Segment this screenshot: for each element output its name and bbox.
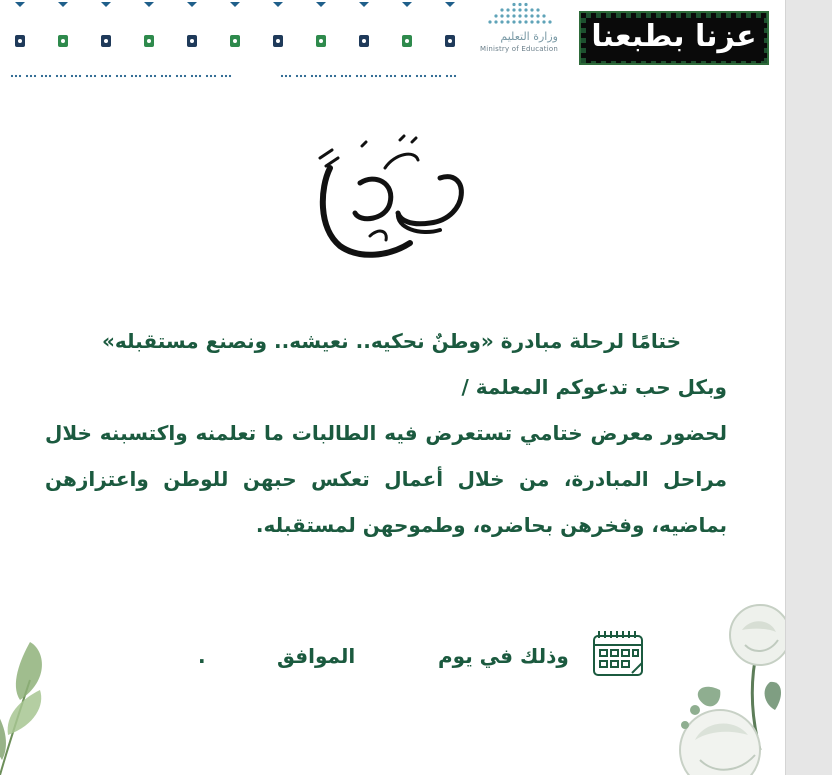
pattern-dot [101,75,103,77]
logo-check [751,61,756,65]
pattern-dot [409,75,411,77]
pattern-dot [431,75,433,77]
logo-check [691,61,696,65]
logo-check [581,58,586,63]
pattern-dot [285,75,287,77]
date-label: الموافق [277,644,356,668]
leaf-decoration [0,640,60,775]
pattern-dot [71,75,73,77]
pattern-dot [30,75,32,77]
header-pattern [0,0,470,90]
pattern-dot [210,75,212,77]
pattern-dot [416,75,418,77]
pattern-dot [349,75,351,77]
pattern-dot [120,75,122,77]
pattern-dot [446,75,448,77]
logo-check [671,61,676,65]
pattern-dot [180,75,182,77]
pattern-dot [390,75,392,77]
pattern-badge-dot [233,39,237,43]
pattern-dot [124,75,126,77]
pattern-dot [356,75,358,77]
slogan-text: عزنا بطبعنا [591,19,757,54]
pattern-dot [150,75,152,77]
logo-check [731,61,736,65]
invitation-calligraphy-heading [300,128,480,268]
pattern-dot [161,75,163,77]
pattern-triangle [101,2,111,7]
pattern-dot [289,75,291,77]
invitation-line-1: ختامًا لرحلة مبادرة «وطنٌ نحكيه.. نعيشه.. ونصنع مستقبله» [101,329,681,353]
logo-check [661,61,666,65]
invitation-line-2: وبكل حب تدعوكم المعلمة / [461,375,727,399]
pattern-dot [79,75,81,77]
ministry-dots-icon [480,2,558,26]
pattern-dot [146,75,148,77]
pattern-dot [169,75,171,77]
vertical-scrollbar[interactable] [785,0,832,775]
ministry-name-ar: وزارة التعليم [500,30,558,43]
invitation-paragraph: لحضور معرض ختامي تستعرض فيه الطالبات ما تعلمنه واكتسبنه خلال مراحل المبادرة، من خلال أعمال تعكس حبهن للوطن واعتزازهن بماضيه، وفخرهن بحاضره، وطموحهن لمستقبله. [45,421,727,537]
pattern-dot [435,75,437,77]
logo-check [611,61,616,65]
pattern-dot [184,75,186,77]
pattern-dot [49,75,51,77]
pattern-dot [94,75,96,77]
pattern-dot [206,75,208,77]
pattern-triangle [187,2,197,7]
slogan-logo [579,11,769,65]
pattern-dot [195,75,197,77]
pattern-badge-dot [362,39,366,43]
ministry-name-en: Ministry of Education [479,45,558,53]
pattern-badge-dot [190,39,194,43]
pattern-dot [439,75,441,77]
day-label: وذلك في يوم [438,644,569,668]
logo-check [741,61,746,65]
rose-decoration [660,600,785,775]
pattern-dot [345,75,347,77]
pattern-dot [326,75,328,77]
heading-text: دعوة [390,266,393,267]
pattern-dot [135,75,137,77]
ministry-logo [478,0,570,62]
pattern-dot [139,75,141,77]
pattern-dot [15,75,17,77]
pattern-dot [105,75,107,77]
pattern-badge-dot [448,39,452,43]
pattern-dot [450,75,452,77]
pattern-triangle [402,2,412,7]
logo-check [701,61,706,65]
pattern-dot [386,75,388,77]
pattern-badge-dot [319,39,323,43]
logo-check [721,61,726,65]
pattern-dot [375,75,377,77]
logo-check [711,61,716,65]
pattern-dot [45,75,47,77]
pattern-dot [176,75,178,77]
pattern-dot [90,75,92,77]
pattern-dot [330,75,332,77]
pattern-dot [116,75,118,77]
logo-check [621,61,626,65]
pattern-dot [334,75,336,77]
pattern-dot [11,75,13,77]
pattern-badge-dot [104,39,108,43]
pattern-dot [229,75,231,77]
pattern-dot [221,75,223,77]
pattern-dot [304,75,306,77]
pattern-triangle [359,2,369,7]
pattern-triangle [316,2,326,7]
pattern-triangle [230,2,240,7]
pattern-dot [165,75,167,77]
pattern-dot [225,75,227,77]
pattern-dot [109,75,111,77]
pattern-dot [424,75,426,77]
logo-check [601,61,606,65]
pattern-dot [379,75,381,77]
pattern-dot [56,75,58,77]
pattern-dot [199,75,201,77]
pattern-badge-dot [147,39,151,43]
pattern-dot [401,75,403,77]
logo-check [651,61,656,65]
pattern-dot [131,75,133,77]
pattern-dot [315,75,317,77]
pattern-dot [360,75,362,77]
pattern-triangle [144,2,154,7]
pattern-dot [41,75,43,77]
pattern-dot [364,75,366,77]
pattern-dot [19,75,21,77]
pattern-dot [214,75,216,77]
pattern-dot [64,75,66,77]
logo-check [681,61,686,65]
pattern-dot [394,75,396,77]
pattern-dot [281,75,283,77]
invitation-body [45,318,727,548]
pattern-dot [75,75,77,77]
pattern-dot [405,75,407,77]
pattern-dot [371,75,373,77]
logo-check [591,61,596,65]
pattern-dot [26,75,28,77]
pattern-triangle [273,2,283,7]
pattern-dot [86,75,88,77]
pattern-dot [420,75,422,77]
end-dot: . [198,644,206,668]
pattern-triangle [15,2,25,7]
pattern-dot [296,75,298,77]
pattern-dot [311,75,313,77]
pattern-triangle [445,2,455,7]
pattern-dot [154,75,156,77]
pattern-dot [300,75,302,77]
pattern-triangle [58,2,68,7]
pattern-dot [60,75,62,77]
pattern-dot [34,75,36,77]
pattern-badge-dot [276,39,280,43]
pattern-badge-dot [18,39,22,43]
pattern-badge-dot [61,39,65,43]
logo-check [641,61,646,65]
logo-check [631,61,636,65]
pattern-badge-dot [405,39,409,43]
pattern-dot [454,75,456,77]
pattern-dot [191,75,193,77]
pattern-dot [341,75,343,77]
logo-check [764,58,769,63]
pattern-dot [319,75,321,77]
